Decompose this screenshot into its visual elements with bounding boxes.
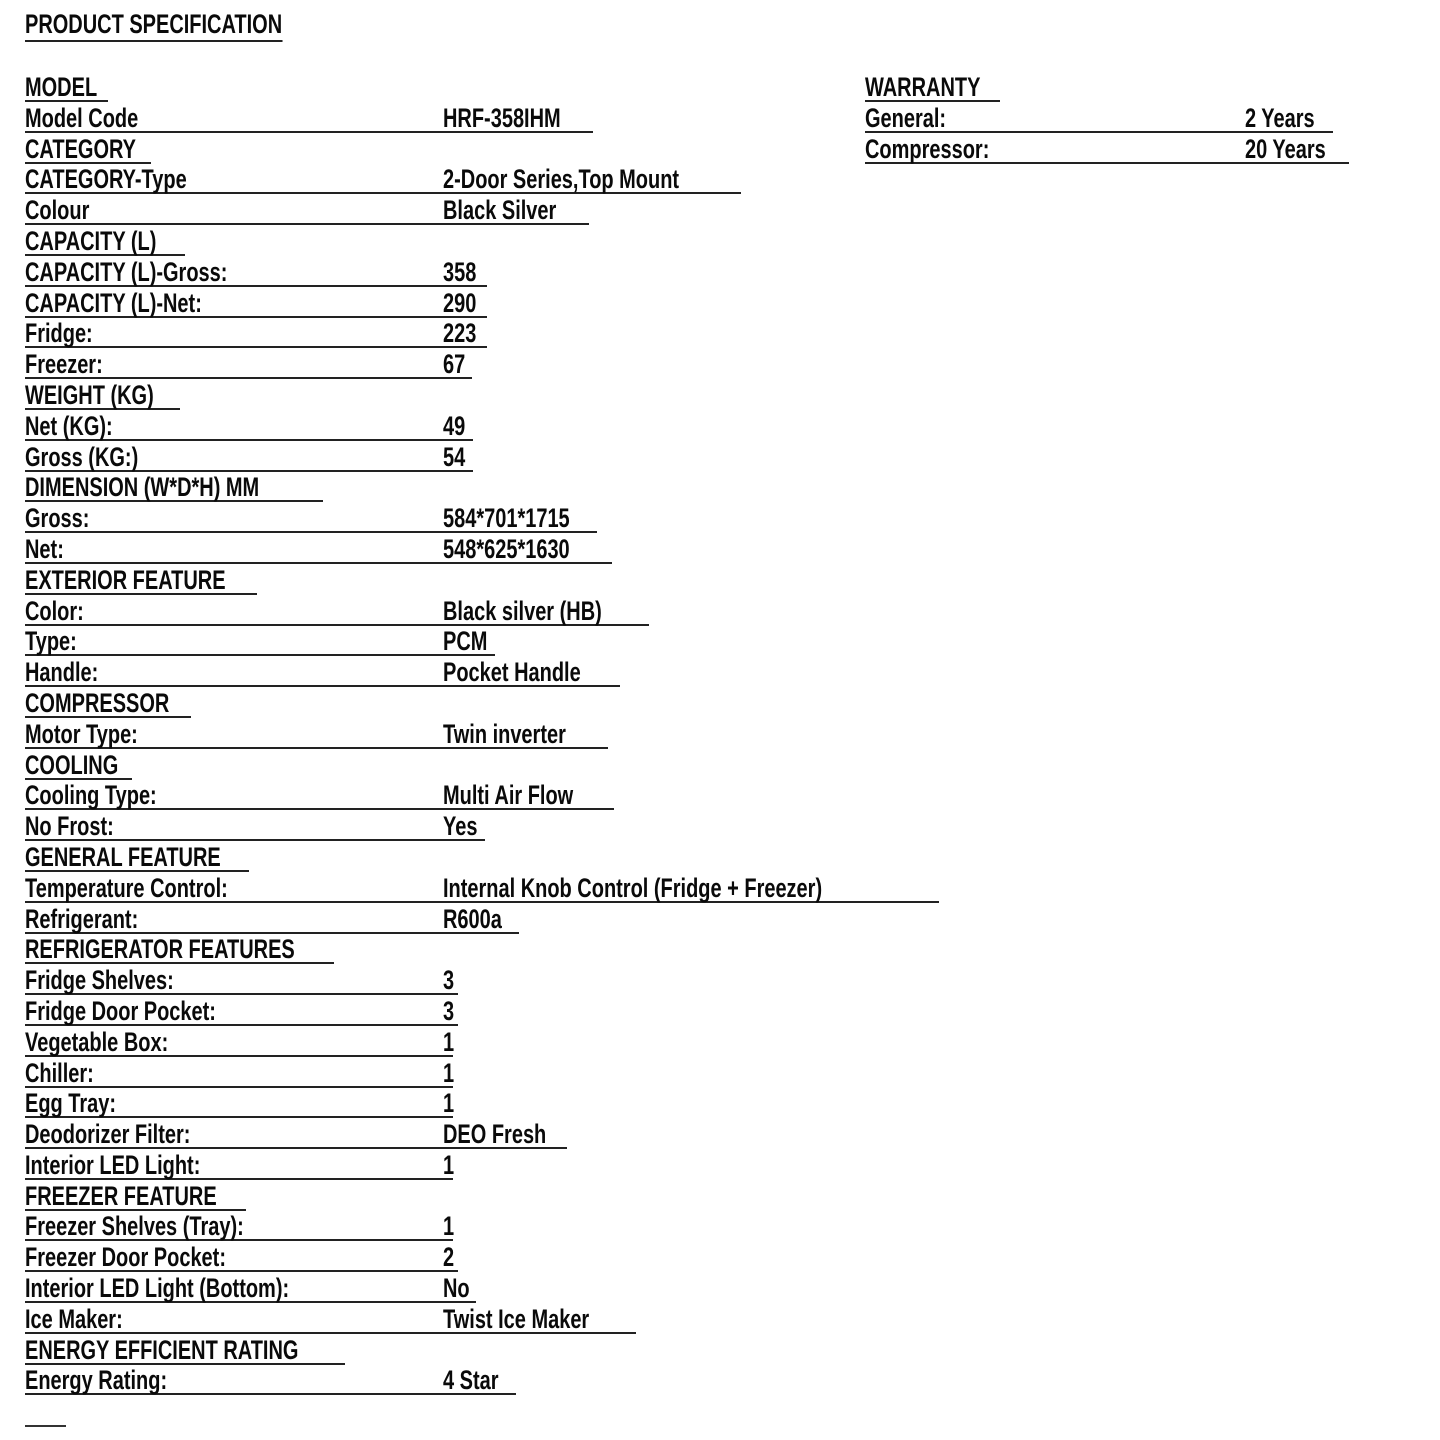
spec-value: 20 Years (1245, 133, 1326, 164)
spec-label: General: (865, 102, 947, 133)
section-title: CATEGORY (25, 133, 137, 164)
spec-label: Colour (25, 195, 90, 226)
spec-label: Freezer Door Pocket: (25, 1242, 226, 1273)
spec-value: 4 Star (443, 1365, 499, 1396)
row-underline (25, 318, 487, 348)
spec-value: 584*701*1715 (443, 503, 570, 534)
spec-label: CATEGORY-Type (25, 164, 187, 195)
spec-label: Net (KG): (25, 410, 113, 441)
spec-value: 54 (443, 441, 466, 472)
spec-value: Yes (443, 811, 478, 842)
spec-value: 2 (443, 1242, 455, 1273)
spec-value: 358 (443, 256, 477, 287)
spec-label: Compressor: (865, 133, 990, 164)
section-title: COMPRESSOR (25, 687, 170, 718)
section-title: ENERGY EFFICIENT RATING (25, 1334, 299, 1365)
spec-label: Ice Maker: (25, 1303, 123, 1334)
section-title: REFRIGERATOR FEATURES (25, 934, 295, 965)
section-title: GENERAL FEATURE (25, 841, 221, 872)
spec-value: 290 (443, 287, 477, 318)
spec-label: Freezer: (25, 349, 103, 380)
spec-value: 1 (443, 1057, 455, 1088)
spec-label: CAPACITY (L)-Net: (25, 287, 202, 318)
spec-label: Gross: (25, 503, 90, 534)
spec-value: DEO Fresh (443, 1119, 547, 1150)
spec-value: No (443, 1273, 470, 1304)
spec-label: Gross (KG:) (25, 441, 139, 472)
spec-value: 3 (443, 965, 455, 996)
spec-value: 548*625*1630 (443, 533, 570, 564)
section-title: EXTERIOR FEATURE (25, 564, 226, 595)
spec-label: Deodorizer Filter: (25, 1119, 191, 1150)
spec-label: Fridge: (25, 318, 93, 349)
spec-value: 1 (443, 1149, 455, 1180)
spec-label: Refrigerant: (25, 903, 139, 934)
spec-value: 2 Years (1245, 102, 1315, 133)
spec-value: 1 (443, 1026, 455, 1057)
section-title: COOLING (25, 749, 119, 780)
row-underline (25, 626, 495, 656)
footer-divider (25, 1425, 66, 1427)
spec-value: HRF-358IHM (443, 102, 561, 133)
page-title: PRODUCT SPECIFICATION (25, 8, 282, 42)
spec-value: 223 (443, 318, 477, 349)
spec-label: Vegetable Box: (25, 1026, 169, 1057)
spec-label: Model Code (25, 102, 139, 133)
spec-value: Black Silver (443, 195, 557, 226)
spec-value: 3 (443, 995, 455, 1026)
section-title: MODEL (25, 72, 98, 102)
spec-label: Freezer Shelves (Tray): (25, 1211, 244, 1242)
spec-value: 67 (443, 349, 466, 380)
spec-label: Type: (25, 626, 77, 657)
spec-label: Fridge Door Pocket: (25, 995, 216, 1026)
spec-value: 1 (443, 1088, 455, 1119)
spec-label: Color: (25, 595, 84, 626)
spec-label: No Frost: (25, 811, 114, 842)
spec-value: 1 (443, 1211, 455, 1242)
spec-value: Internal Knob Control (Fridge + Freezer) (443, 872, 823, 903)
section-title: CAPACITY (L) (25, 225, 157, 256)
section-title: WARRANTY (865, 72, 981, 102)
section-title: WEIGHT (KG) (25, 379, 154, 410)
spec-label: Interior LED Light: (25, 1149, 201, 1180)
spec-label: Cooling Type: (25, 780, 157, 811)
spec-label: Fridge Shelves: (25, 965, 174, 996)
spec-label: Handle: (25, 657, 99, 688)
spec-label: Chiller: (25, 1057, 94, 1088)
spec-value: Twin inverter (443, 718, 566, 749)
spec-label: Net: (25, 533, 64, 564)
spec-label: Interior LED Light (Bottom): (25, 1273, 290, 1304)
spec-value: PCM (443, 626, 488, 657)
spec-label: Motor Type: (25, 718, 138, 749)
spec-value: Multi Air Flow (443, 780, 574, 811)
spec-label: Temperature Control: (25, 872, 228, 903)
spec-value: R600a (443, 903, 502, 934)
spec-label: Egg Tray: (25, 1088, 117, 1119)
spec-value: Pocket Handle (443, 657, 581, 688)
spec-value: 49 (443, 410, 466, 441)
spec-value: 2-Door Series,Top Mount (443, 164, 680, 195)
spec-label: Energy Rating: (25, 1365, 168, 1396)
spec-value: Black silver (HB) (443, 595, 602, 626)
section-title: DIMENSION (W*D*H) MM (25, 472, 260, 503)
section-title: FREEZER FEATURE (25, 1180, 217, 1211)
spec-label: CAPACITY (L)-Gross: (25, 256, 228, 287)
spec-value: Twist Ice Maker (443, 1303, 590, 1334)
